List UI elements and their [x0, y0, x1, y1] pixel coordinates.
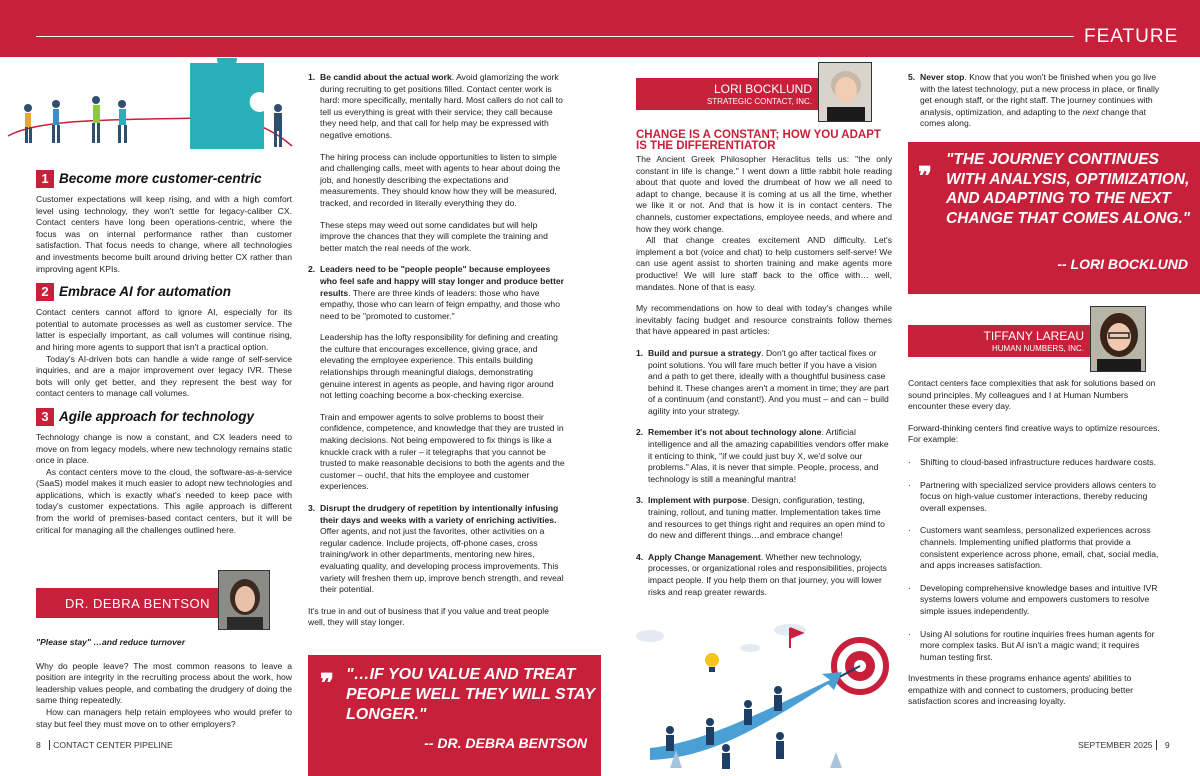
column-middle [308, 72, 566, 629]
item-text: . Don't go after tactical fixes or point solutions. You will fare much better if you have a vision and a path to get there, ideally with a thoughtful business case behind it. These changes aren't a moment in time; they are part of a continuum (and constant!). And you must – and can – build agility into your strategy. [648, 347, 889, 416]
bullet-item [908, 629, 1168, 664]
bullet-mark: · [908, 479, 911, 490]
item-number: 1. [636, 347, 644, 358]
portrait-image [819, 63, 872, 122]
section-title: Agile approach for technology [59, 409, 255, 425]
bullet-text: Using AI solutions for routine inquiries frees human agents for more complex tasks. But AI isn't a magic wand; it requires human testing first. [920, 628, 1155, 662]
section-3-heading [36, 408, 292, 426]
author-name: LORI BOCKLUND [713, 82, 812, 96]
author-name: DR. DEBRA BENTSON [64, 596, 210, 611]
author-card-bentson [36, 588, 218, 618]
item-number: 4. [636, 551, 644, 562]
item-lead: Implement with purpose [648, 495, 747, 506]
item-text: . Know that you won't be finished when you go live with the latest technology, put a new process in place, or finally get enough staff, or the right staff. The journey continues with analysis, optimization, and adapting to the [920, 72, 1160, 117]
paragraph: Contact centers face complexities that ask for solutions based on sound principles. My colleagues and I at Human Numbers encounter these every day. [908, 378, 1156, 412]
list-item [636, 348, 892, 418]
item-number: 3. [636, 495, 644, 506]
paragraph: It's true in and out of business that if you value and treat people well, they will stay longer. [308, 605, 549, 628]
section-label: FEATURE [1084, 26, 1179, 47]
item-lead: Be candid about the actual work [320, 72, 452, 82]
item-lead: Disrupt the drudgery of repetition by intentionally infusing their days and weeks with a variety of enriching activities. [320, 503, 559, 525]
teamwork-target-illustration [630, 618, 890, 773]
list-item [308, 503, 566, 596]
paragraph: As contact centers move to the cloud, the software-as-a-service (SaaS) model makes it much easier to adopt new technologies and applications, which is exactly what's needed to keep pace with today's customer expectations. This agile approach is different from the world of premises-based contact centers, but it will be critical for managing all the challenges outlined here. [36, 466, 292, 535]
paragraph: Customer expectations will keep rising, and with a high comfort level using technology, they won't settle for legacy-caliber CX. Contact centers have long been operations-centric, where the focus was on internal performance rather than customer satisfaction. That focus needs to change, where all technologies and investments become built around driving better CX rather than improving agent KPIs. [36, 194, 292, 274]
bullet-mark: · [908, 582, 911, 593]
paragraph: Why do people leave? The most common reasons to leave a position are integrity in the recruiting process about the work, how leadership values people, and combating the drudgery of doing the same thing repeatedly. [36, 660, 292, 706]
subheading: "Please stay" …and reduce turnover [36, 637, 186, 647]
bullet-mark: · [908, 525, 911, 536]
paragraph: Train and empower agents to solve problems to boost their confidence, competence, and knowledge that they are trusted in making decisions. Not being empowered to fix things is like a knuckle crack with a ruler – it telegraphs that you cannot be trusted to make reasonable decisions to both the agents and the customer – ouch!, that hits the employee and customer experiences. [320, 411, 565, 492]
folio-left [36, 740, 173, 750]
author-company: HUMAN NUMBERS, INC. [991, 344, 1084, 353]
item-text: . Avoid glamorizing the work during recruiting to get positions filled. Contact center work is hard: more specifically, mentally hard. Most callers do not call to tell us everything is great with their service; they call because they need help, and that call for help may be expressed with negative emotions. [320, 72, 563, 140]
article-headline: CHANGE IS A CONSTANT; HOW YOU ADAPT IS THE DIFFERENTIATOR [636, 129, 881, 152]
issue-date: SEPTEMBER 2025 [1078, 740, 1157, 750]
publication-name: CONTACT CENTER PIPELINE [49, 740, 173, 750]
bullet-text: Partnering with specialized service providers allows centers to focus on high-value customer interactions, thereby reducing overall expenses. [920, 479, 1156, 513]
item-emphasis: next [1082, 106, 1099, 117]
column-3 [636, 130, 892, 598]
header-rule [36, 36, 1074, 37]
paragraph: Today's AI-driven bots can handle a wide range of self-service inquiries, and are a major improvement over legacy IVR. These bots will only get better, and they represent the best way for contact centers to manage call volumes. [36, 353, 292, 399]
item-text: Offer agents, and not just the favorites, other activities on a regular cadence. Include projects, off-phone cases, cross training/work in other departments, mentoring new hires, evaluating quality, and developing process improvements. This variety will freshen them up, improve bench strength, and reveal their potential. [320, 526, 564, 595]
bullet-item [908, 583, 1168, 618]
section-number: 3 [36, 408, 54, 426]
item-text: . Artificial intelligence and all the amazing capabilities vendors offer make it enticing to think, "if we could just buy X, we'd solve our problems." Alas, it is never that simple. People, process, and technology is still a meaningful mantra! [648, 427, 889, 484]
item-text: change that comes along. [920, 106, 1146, 129]
bullet-text: Developing comprehensive knowledge bases and intuitive IVR systems lowers volume and empowers customers to resolve simple issues independently. [920, 582, 1158, 616]
paragraph: Investments in these programs enhance agents' abilities to empathize with and connect to customers, producing better satisfaction scores and increasing loyalty. [908, 673, 1133, 707]
item-number: 2. [636, 427, 644, 438]
section-2-heading [36, 283, 292, 301]
author-card-bocklund [636, 78, 818, 110]
bullet-mark: · [908, 628, 911, 639]
portrait-image [1091, 307, 1146, 372]
item-number: 1. [308, 72, 316, 82]
quote-text: "…IF YOU VALUE AND TREAT PEOPLE WELL THEY WILL STAY LONGER." [346, 666, 595, 723]
paragraph: All that change creates excitement AND difficulty. Let's implement a bot (voice and chat) to help customers self-serve! We can use agent assist to shorten training and make agents more productive! We will lure staff back to the office with… well, mandates. None of that is easy. [636, 235, 892, 292]
column-left-lower [36, 637, 292, 730]
item-lead: Remember it's not about technology alone [648, 427, 822, 438]
author-name: TIFFANY LAREAU [983, 329, 1084, 343]
list-item [636, 495, 892, 541]
author-card-lareau [908, 325, 1090, 357]
pull-quote-bentson [308, 655, 601, 776]
bullet-item [908, 525, 1168, 571]
quote-icon: ❞ [320, 669, 334, 699]
column-4-top [908, 72, 1166, 130]
pull-quote-bocklund [908, 142, 1200, 294]
paragraph: How can managers help retain employees who would prefer to stay but feel they must move on to other employers? [36, 706, 292, 729]
item-lead: Never stop [920, 72, 965, 82]
item-lead: Apply Change Management [648, 551, 761, 562]
list-item [908, 72, 1166, 130]
bullet-text: Shifting to cloud-based infrastructure reduces hardware costs. [920, 456, 1156, 467]
column-4 [908, 378, 1168, 708]
item-number: 5. [908, 72, 916, 82]
header-banner [0, 0, 1200, 57]
item-text: . Whether new technology, processes, or organizational roles and responsibilities, projects impact people. If you help them on that journey, you will lower risks and reap greater rewards. [648, 551, 887, 597]
list-item [636, 552, 892, 598]
item-text: . There are three kinds of leaders: those who have empathy, those who can learn of feign empathy, and those who need to be "promoted to customer." [320, 287, 560, 321]
bullet-text: Customers want seamless, personalized experiences across channels. Implementing unified platforms that provide a consistent experience across phone, email, chat, social media, and apps increases satisfaction. [920, 525, 1159, 571]
bullet-item [908, 457, 1168, 469]
quote-attribution: -- DR. DEBRA BENTSON [424, 735, 587, 751]
list-item [308, 264, 566, 322]
author-photo-lareau [1090, 306, 1146, 372]
tug-of-war-illustration [0, 58, 300, 158]
item-number: 2. [308, 264, 316, 275]
paragraph: Contact centers cannot afford to ignore AI, especially for its potential to automate processes as well as customer service. The latter is especially important, as call volumes will continue rising, and hiring more agents to support that isn't a practical option. [36, 307, 292, 352]
folio-right [1078, 740, 1170, 750]
section-title: Become more customer-centric [59, 171, 262, 187]
section-title: Embrace AI for automation [59, 284, 232, 300]
bullet-item [908, 480, 1168, 515]
item-lead: Build and pursue a strategy [648, 347, 762, 358]
author-photo-bentson [218, 570, 270, 630]
item-number: 3. [308, 503, 316, 513]
paragraph: The Ancient Greek Philosopher Heraclitus tells us: "the only constant in life is change." I went down a little rabbit hole reading about that quote and loved the drumbeat of how we all need to adapt to change, because it is coming at us all the time, whether we like it or not. And that is how it is in contact centers. The channels, customer expectations, employee needs, and where and how they work change. [636, 154, 892, 234]
item-text: . Design, configuration, testing, training, rollout, and tuning matter. Implementation takes time and resources to get things right and requires an open mind to do new and different things…and embrace change! [648, 495, 885, 541]
paragraph: The hiring process can include opportunities to listen to simple and challenging calls, meet with agents to hear about doing the job, and honestly describing the expectations and measurements. They should know how they will be measured, tracked, and recorded in literally everything they do. [320, 151, 561, 208]
paragraph: Technology change is now a constant, and CX leaders need to move on from legacy models, where new technology remains static once in place. [36, 431, 292, 466]
page-number: 9 [1164, 740, 1170, 750]
list-item [636, 427, 892, 485]
quote-text: "THE JOURNEY CONTINUES WITH ANALYSIS, OPTIMIZATION, AND ADAPTING TO THE NEXT CHANGE THAT COMES ALONG." [946, 151, 1191, 227]
author-company: STRATEGIC CONTACT, INC. [706, 97, 812, 106]
item-lead: Leaders need to be "people people" because employees who feel safe and happy will stay longer and produce better results [320, 264, 565, 298]
paragraph: These steps may weed out some candidates but will help improve the chances that they will complete the training and better match the real needs of the work. [320, 219, 548, 253]
quote-icon: ❞ [918, 162, 932, 192]
section-number: 2 [36, 283, 54, 301]
quote-attribution: -- LORI BOCKLUND [1057, 256, 1188, 272]
bullet-mark: · [908, 456, 911, 467]
paragraph: My recommendations on how to deal with today's changes while inevitably facing budget and resource constraints follow themes that have appeared in past articles: [636, 303, 892, 337]
portrait-image [219, 571, 270, 630]
paragraph: Forward-thinking centers find creative ways to optimize resources. For example: [908, 422, 1160, 445]
paragraph: Leadership has the lofty responsibility for defining and creating the culture that encourages excellence, giving grace, and elevating the employee experience. This entails building relationships through meaningful dialogs, demonstrating genuine interest in agents as people, and having rigor around not letting coaching become a box-checking exercise. [320, 332, 558, 401]
section-number: 1 [36, 170, 54, 188]
section-1-heading [36, 170, 292, 188]
author-photo-bocklund [818, 62, 872, 122]
page-number: 8 [36, 740, 41, 750]
column-left [36, 162, 292, 536]
list-item [308, 72, 566, 142]
